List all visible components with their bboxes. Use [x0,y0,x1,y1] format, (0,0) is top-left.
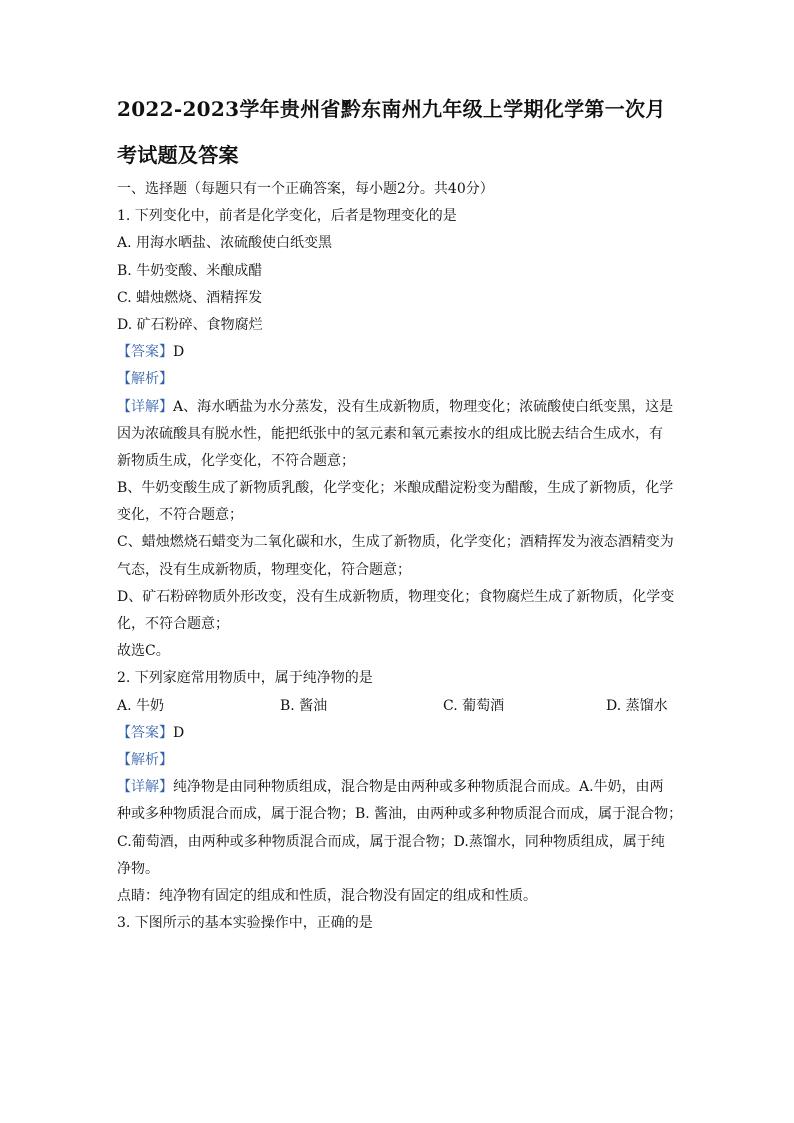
question-2-note: 点睛：纯净物有固定的组成和性质，混合物没有固定的组成和性质。 [117,887,537,904]
question-2-detail-line: 种或多种物质混合而成，属于混合物；B. 酱油，由两种或多种物质混合而成，属于混合物； [117,806,683,823]
question-1-detail-line: B、牛奶变酸生成了新物质乳酸，化学变化；米酿成醋淀粉变为醋酸，生成了新物质，化学 [117,480,674,497]
detail-text: 纯净物是由同种物质组成，混合物是由两种或多种物质混合而成。A.牛奶，由两 [173,779,664,796]
question-2-option-a: A. 牛奶 [117,697,165,714]
question-2-options [117,693,683,720]
question-1-option-a: A. 用海水晒盐、浓硫酸使白纸变黑 [117,235,333,252]
question-2-answer [117,720,683,747]
answer-value: D [173,344,185,361]
section-heading: 一、选择题（每题只有一个正确答案，每小题2分。共40分） [117,181,494,197]
answer-tag: 【答案】 [117,724,173,741]
question-2-detail-line: C.葡萄酒，由两种或多种物质混合而成，属于混合物；D.蒸馏水，同种物质组成，属于纯 [117,833,665,850]
page-title-line2: 考试题及答案 [117,143,239,167]
question-2-analysis-tag [117,747,683,774]
question-1-detail-line: 新物质生成，化学变化，不符合题意； [117,452,355,469]
question-1-stem: 1. 下列变化中，前者是化学变化，后者是物理变化的是 [117,208,457,225]
question-2-detail-line: 净物。 [117,860,159,877]
question-2-option-d: D. 蒸馏水 [606,697,668,714]
question-2-detail-line [117,774,683,801]
answer-tag: 【答案】 [117,344,173,361]
question-3-stem: 3. 下图所示的基本实验操作中，正确的是 [117,915,373,932]
question-1-detail-line: C、蜡烛燃烧石蜡变为二氧化碳和水，生成了新物质，化学变化；酒精挥发为液态酒精变为 [117,534,674,551]
question-1-detail-line: 因为浓硫酸具有脱水性，能把纸张中的氢元素和氧元素按水的组成比脱去结合生成水，有 [117,425,663,442]
question-2-option-c: C. 葡萄酒 [443,697,505,714]
question-1-detail-line [117,394,683,421]
question-1-option-c: C. 蜡烛燃烧、酒精挥发 [117,289,263,306]
question-1-analysis-tag [117,366,683,393]
answer-value: D [173,724,185,741]
question-1-conclusion: 故选C。 [117,643,170,660]
question-1-detail-line: 变化，不符合题意； [117,507,243,524]
question-1-detail-line: D、矿石粉碎物质外形改变，没有生成新物质，物理变化；食物腐烂生成了新物质，化学变 [117,588,675,605]
question-1-option-d: D. 矿石粉碎、食物腐烂 [117,316,263,333]
detail-tag: 【详解】 [117,398,173,415]
question-2-stem: 2. 下列家庭常用物质中，属于纯净物的是 [117,670,373,687]
exam-content [117,176,683,937]
question-1-option-b: B. 牛奶变酸、米酿成醋 [117,262,263,279]
page-title-line1: 2022-2023学年贵州省黔东南州九年级上学期化学第一次月 [117,97,666,121]
question-1-answer [117,339,683,366]
detail-text: A、海水晒盐为水分蒸发，没有生成新物质，物理变化；浓硫酸使白纸变黑，这是 [173,398,674,415]
question-1-detail-line: 气态，没有生成新物质，物理变化，符合题意； [117,561,411,578]
analysis-tag: 【解析】 [117,751,173,768]
analysis-tag: 【解析】 [117,371,173,388]
question-2-option-b: B. 酱油 [280,697,328,714]
detail-tag: 【详解】 [117,779,173,796]
question-1-detail-line: 化，不符合题意； [117,616,229,632]
